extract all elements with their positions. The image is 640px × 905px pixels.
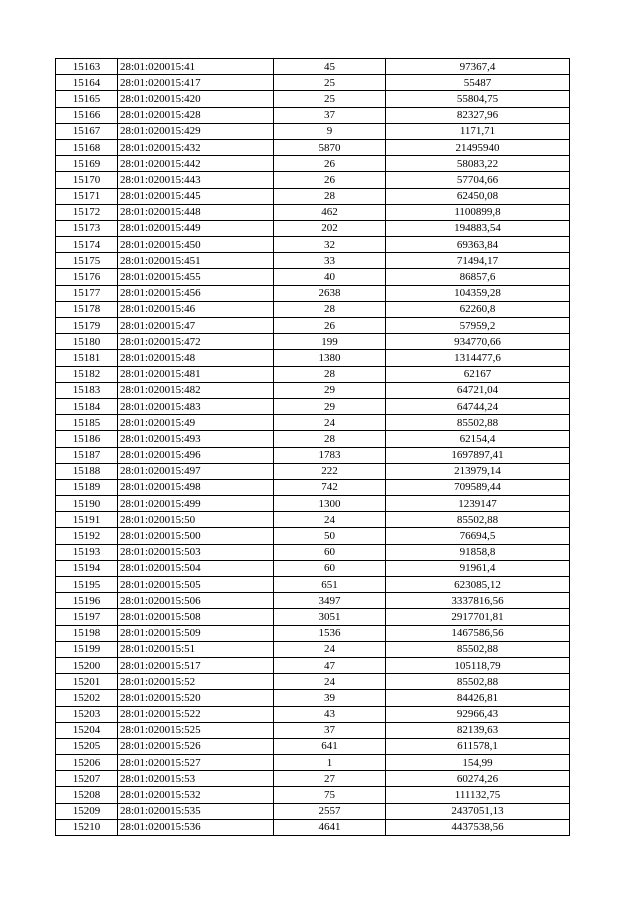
cadastral-number-cell: 28:01:020015:448 xyxy=(118,204,274,220)
area-cell: 9 xyxy=(274,123,386,139)
value-cell: 1467586,56 xyxy=(386,625,570,641)
table-row xyxy=(56,318,570,334)
row-number-cell: 15174 xyxy=(56,237,118,253)
area-cell: 651 xyxy=(274,577,386,593)
value-cell: 213979,14 xyxy=(386,463,570,479)
value-cell: 55804,75 xyxy=(386,91,570,107)
row-number-cell: 15183 xyxy=(56,382,118,398)
row-number-cell: 15178 xyxy=(56,301,118,317)
row-number-cell: 15165 xyxy=(56,91,118,107)
value-cell: 62450,08 xyxy=(386,188,570,204)
value-cell: 154,99 xyxy=(386,755,570,771)
cadastral-number-cell: 28:01:020015:428 xyxy=(118,107,274,123)
row-number-cell: 15202 xyxy=(56,690,118,706)
row-number-cell: 15177 xyxy=(56,285,118,301)
area-cell: 29 xyxy=(274,398,386,414)
cadastral-number-cell: 28:01:020015:527 xyxy=(118,755,274,771)
area-cell: 3051 xyxy=(274,609,386,625)
area-cell: 32 xyxy=(274,237,386,253)
area-cell: 1783 xyxy=(274,447,386,463)
table-row xyxy=(56,690,570,706)
area-cell: 75 xyxy=(274,787,386,803)
area-cell: 28 xyxy=(274,301,386,317)
row-number-cell: 15206 xyxy=(56,755,118,771)
table-row xyxy=(56,269,570,285)
table-row xyxy=(56,674,570,690)
value-cell: 62260,8 xyxy=(386,301,570,317)
cadastral-number-cell: 28:01:020015:535 xyxy=(118,803,274,819)
cadastral-number-cell: 28:01:020015:48 xyxy=(118,350,274,366)
table-row xyxy=(56,625,570,641)
area-cell: 47 xyxy=(274,657,386,673)
table-row xyxy=(56,107,570,123)
table-row xyxy=(56,431,570,447)
value-cell: 57959,2 xyxy=(386,318,570,334)
table-row xyxy=(56,560,570,576)
table-row xyxy=(56,172,570,188)
value-cell: 71494,17 xyxy=(386,253,570,269)
value-cell: 1100899,8 xyxy=(386,204,570,220)
row-number-cell: 15185 xyxy=(56,415,118,431)
table-row xyxy=(56,91,570,107)
row-number-cell: 15181 xyxy=(56,350,118,366)
row-number-cell: 15172 xyxy=(56,204,118,220)
table-row xyxy=(56,123,570,139)
table-row xyxy=(56,609,570,625)
row-number-cell: 15209 xyxy=(56,803,118,819)
area-cell: 40 xyxy=(274,269,386,285)
value-cell: 82139,63 xyxy=(386,722,570,738)
cadastral-number-cell: 28:01:020015:50 xyxy=(118,512,274,528)
area-cell: 4641 xyxy=(274,819,386,835)
table-row xyxy=(56,803,570,819)
value-cell: 2437051,13 xyxy=(386,803,570,819)
table-row xyxy=(56,285,570,301)
value-cell: 91858,8 xyxy=(386,544,570,560)
table-row xyxy=(56,253,570,269)
area-cell: 5870 xyxy=(274,139,386,155)
cadastral-number-cell: 28:01:020015:504 xyxy=(118,560,274,576)
value-cell: 58083,22 xyxy=(386,156,570,172)
area-cell: 28 xyxy=(274,431,386,447)
cadastral-number-cell: 28:01:020015:445 xyxy=(118,188,274,204)
area-cell: 202 xyxy=(274,220,386,236)
cadastral-number-cell: 28:01:020015:496 xyxy=(118,447,274,463)
area-cell: 25 xyxy=(274,91,386,107)
cadastral-number-cell: 28:01:020015:449 xyxy=(118,220,274,236)
row-number-cell: 15169 xyxy=(56,156,118,172)
cadastral-number-cell: 28:01:020015:482 xyxy=(118,382,274,398)
table-row xyxy=(56,722,570,738)
table-row xyxy=(56,75,570,91)
row-number-cell: 15186 xyxy=(56,431,118,447)
row-number-cell: 15207 xyxy=(56,771,118,787)
row-number-cell: 15175 xyxy=(56,253,118,269)
area-cell: 1380 xyxy=(274,350,386,366)
row-number-cell: 15194 xyxy=(56,560,118,576)
row-number-cell: 15171 xyxy=(56,188,118,204)
value-cell: 709589,44 xyxy=(386,479,570,495)
value-cell: 111132,75 xyxy=(386,787,570,803)
value-cell: 91961,4 xyxy=(386,560,570,576)
cadastral-number-cell: 28:01:020015:455 xyxy=(118,269,274,285)
area-cell: 45 xyxy=(274,59,386,75)
row-number-cell: 15173 xyxy=(56,220,118,236)
table-row xyxy=(56,657,570,673)
cadastral-number-cell: 28:01:020015:525 xyxy=(118,722,274,738)
value-cell: 97367,4 xyxy=(386,59,570,75)
cadastral-number-cell: 28:01:020015:483 xyxy=(118,398,274,414)
row-number-cell: 15190 xyxy=(56,496,118,512)
cadastral-number-cell: 28:01:020015:41 xyxy=(118,59,274,75)
area-cell: 28 xyxy=(274,188,386,204)
table-row xyxy=(56,139,570,155)
table-row xyxy=(56,188,570,204)
cadastral-number-cell: 28:01:020015:499 xyxy=(118,496,274,512)
row-number-cell: 15167 xyxy=(56,123,118,139)
value-cell: 194883,54 xyxy=(386,220,570,236)
cadastral-number-cell: 28:01:020015:536 xyxy=(118,819,274,835)
value-cell: 2917701,81 xyxy=(386,609,570,625)
cadastral-number-cell: 28:01:020015:49 xyxy=(118,415,274,431)
table-row xyxy=(56,398,570,414)
cadastral-number-cell: 28:01:020015:522 xyxy=(118,706,274,722)
table-row xyxy=(56,593,570,609)
area-cell: 24 xyxy=(274,415,386,431)
value-cell: 3337816,56 xyxy=(386,593,570,609)
row-number-cell: 15204 xyxy=(56,722,118,738)
area-cell: 29 xyxy=(274,382,386,398)
row-number-cell: 15197 xyxy=(56,609,118,625)
row-number-cell: 15210 xyxy=(56,819,118,835)
area-cell: 27 xyxy=(274,771,386,787)
cadastral-number-cell: 28:01:020015:508 xyxy=(118,609,274,625)
value-cell: 85502,88 xyxy=(386,512,570,528)
area-cell: 2638 xyxy=(274,285,386,301)
table-row xyxy=(56,237,570,253)
cadastral-number-cell: 28:01:020015:432 xyxy=(118,139,274,155)
row-number-cell: 15180 xyxy=(56,334,118,350)
value-cell: 62167 xyxy=(386,366,570,382)
cadastral-number-cell: 28:01:020015:506 xyxy=(118,593,274,609)
table-body xyxy=(56,59,570,836)
row-number-cell: 15195 xyxy=(56,577,118,593)
area-cell: 26 xyxy=(274,318,386,334)
value-cell: 1171,71 xyxy=(386,123,570,139)
table-row xyxy=(56,382,570,398)
value-cell: 86857,6 xyxy=(386,269,570,285)
cadastral-number-cell: 28:01:020015:52 xyxy=(118,674,274,690)
row-number-cell: 15200 xyxy=(56,657,118,673)
table-row xyxy=(56,479,570,495)
area-cell: 24 xyxy=(274,674,386,690)
row-number-cell: 15203 xyxy=(56,706,118,722)
value-cell: 934770,66 xyxy=(386,334,570,350)
value-cell: 57704,66 xyxy=(386,172,570,188)
cadastral-number-cell: 28:01:020015:517 xyxy=(118,657,274,673)
value-cell: 82327,96 xyxy=(386,107,570,123)
value-cell: 85502,88 xyxy=(386,641,570,657)
row-number-cell: 15188 xyxy=(56,463,118,479)
area-cell: 742 xyxy=(274,479,386,495)
value-cell: 84426,81 xyxy=(386,690,570,706)
cadastral-number-cell: 28:01:020015:53 xyxy=(118,771,274,787)
row-number-cell: 15179 xyxy=(56,318,118,334)
cadastral-number-cell: 28:01:020015:472 xyxy=(118,334,274,350)
area-cell: 33 xyxy=(274,253,386,269)
row-number-cell: 15198 xyxy=(56,625,118,641)
row-number-cell: 15166 xyxy=(56,107,118,123)
row-number-cell: 15193 xyxy=(56,544,118,560)
table-row xyxy=(56,544,570,560)
table-row xyxy=(56,641,570,657)
table-row xyxy=(56,334,570,350)
table-row xyxy=(56,366,570,382)
cadastral-number-cell: 28:01:020015:429 xyxy=(118,123,274,139)
table-row xyxy=(56,528,570,544)
row-number-cell: 15168 xyxy=(56,139,118,155)
data-table xyxy=(55,58,570,836)
area-cell: 641 xyxy=(274,738,386,754)
cadastral-number-cell: 28:01:020015:443 xyxy=(118,172,274,188)
value-cell: 1239147 xyxy=(386,496,570,512)
table-row xyxy=(56,738,570,754)
table-row xyxy=(56,577,570,593)
value-cell: 623085,12 xyxy=(386,577,570,593)
table-row xyxy=(56,220,570,236)
cadastral-number-cell: 28:01:020015:417 xyxy=(118,75,274,91)
value-cell: 92966,43 xyxy=(386,706,570,722)
row-number-cell: 15170 xyxy=(56,172,118,188)
value-cell: 105118,79 xyxy=(386,657,570,673)
row-number-cell: 15196 xyxy=(56,593,118,609)
value-cell: 21495940 xyxy=(386,139,570,155)
table-row xyxy=(56,156,570,172)
row-number-cell: 15184 xyxy=(56,398,118,414)
table-row xyxy=(56,447,570,463)
table-row xyxy=(56,463,570,479)
cadastral-number-cell: 28:01:020015:450 xyxy=(118,237,274,253)
cadastral-number-cell: 28:01:020015:505 xyxy=(118,577,274,593)
cadastral-number-cell: 28:01:020015:526 xyxy=(118,738,274,754)
area-cell: 26 xyxy=(274,156,386,172)
area-cell: 28 xyxy=(274,366,386,382)
area-cell: 37 xyxy=(274,722,386,738)
row-number-cell: 15208 xyxy=(56,787,118,803)
row-number-cell: 15163 xyxy=(56,59,118,75)
row-number-cell: 15164 xyxy=(56,75,118,91)
table-row xyxy=(56,59,570,75)
area-cell: 1536 xyxy=(274,625,386,641)
cadastral-number-cell: 28:01:020015:451 xyxy=(118,253,274,269)
cadastral-number-cell: 28:01:020015:503 xyxy=(118,544,274,560)
cadastral-number-cell: 28:01:020015:493 xyxy=(118,431,274,447)
area-cell: 462 xyxy=(274,204,386,220)
cadastral-number-cell: 28:01:020015:481 xyxy=(118,366,274,382)
row-number-cell: 15201 xyxy=(56,674,118,690)
area-cell: 60 xyxy=(274,544,386,560)
row-number-cell: 15187 xyxy=(56,447,118,463)
area-cell: 1300 xyxy=(274,496,386,512)
area-cell: 60 xyxy=(274,560,386,576)
table-row xyxy=(56,771,570,787)
cadastral-number-cell: 28:01:020015:500 xyxy=(118,528,274,544)
table-row xyxy=(56,787,570,803)
value-cell: 76694,5 xyxy=(386,528,570,544)
cadastral-number-cell: 28:01:020015:456 xyxy=(118,285,274,301)
row-number-cell: 15205 xyxy=(56,738,118,754)
row-number-cell: 15189 xyxy=(56,479,118,495)
value-cell: 1697897,41 xyxy=(386,447,570,463)
value-cell: 85502,88 xyxy=(386,415,570,431)
cadastral-number-cell: 28:01:020015:498 xyxy=(118,479,274,495)
table-row xyxy=(56,301,570,317)
table-row xyxy=(56,755,570,771)
cadastral-number-cell: 28:01:020015:47 xyxy=(118,318,274,334)
table-row xyxy=(56,204,570,220)
row-number-cell: 15192 xyxy=(56,528,118,544)
table-row xyxy=(56,415,570,431)
area-cell: 37 xyxy=(274,107,386,123)
area-cell: 50 xyxy=(274,528,386,544)
cadastral-number-cell: 28:01:020015:520 xyxy=(118,690,274,706)
row-number-cell: 15199 xyxy=(56,641,118,657)
table-row xyxy=(56,706,570,722)
row-number-cell: 15191 xyxy=(56,512,118,528)
cadastral-number-cell: 28:01:020015:497 xyxy=(118,463,274,479)
cadastral-number-cell: 28:01:020015:442 xyxy=(118,156,274,172)
area-cell: 39 xyxy=(274,690,386,706)
value-cell: 1314477,6 xyxy=(386,350,570,366)
value-cell: 64744,24 xyxy=(386,398,570,414)
area-cell: 2557 xyxy=(274,803,386,819)
table-row xyxy=(56,512,570,528)
value-cell: 64721,04 xyxy=(386,382,570,398)
value-cell: 69363,84 xyxy=(386,237,570,253)
table-row xyxy=(56,819,570,835)
cadastral-number-cell: 28:01:020015:420 xyxy=(118,91,274,107)
area-cell: 24 xyxy=(274,512,386,528)
table-row xyxy=(56,496,570,512)
area-cell: 25 xyxy=(274,75,386,91)
area-cell: 3497 xyxy=(274,593,386,609)
value-cell: 85502,88 xyxy=(386,674,570,690)
value-cell: 60274,26 xyxy=(386,771,570,787)
area-cell: 222 xyxy=(274,463,386,479)
area-cell: 1 xyxy=(274,755,386,771)
area-cell: 199 xyxy=(274,334,386,350)
value-cell: 4437538,56 xyxy=(386,819,570,835)
cadastral-number-cell: 28:01:020015:51 xyxy=(118,641,274,657)
value-cell: 55487 xyxy=(386,75,570,91)
area-cell: 24 xyxy=(274,641,386,657)
area-cell: 43 xyxy=(274,706,386,722)
cadastral-number-cell: 28:01:020015:509 xyxy=(118,625,274,641)
value-cell: 62154,4 xyxy=(386,431,570,447)
table-row xyxy=(56,350,570,366)
cadastral-number-cell: 28:01:020015:46 xyxy=(118,301,274,317)
value-cell: 104359,28 xyxy=(386,285,570,301)
area-cell: 26 xyxy=(274,172,386,188)
row-number-cell: 15176 xyxy=(56,269,118,285)
cadastral-number-cell: 28:01:020015:532 xyxy=(118,787,274,803)
row-number-cell: 15182 xyxy=(56,366,118,382)
value-cell: 611578,1 xyxy=(386,738,570,754)
